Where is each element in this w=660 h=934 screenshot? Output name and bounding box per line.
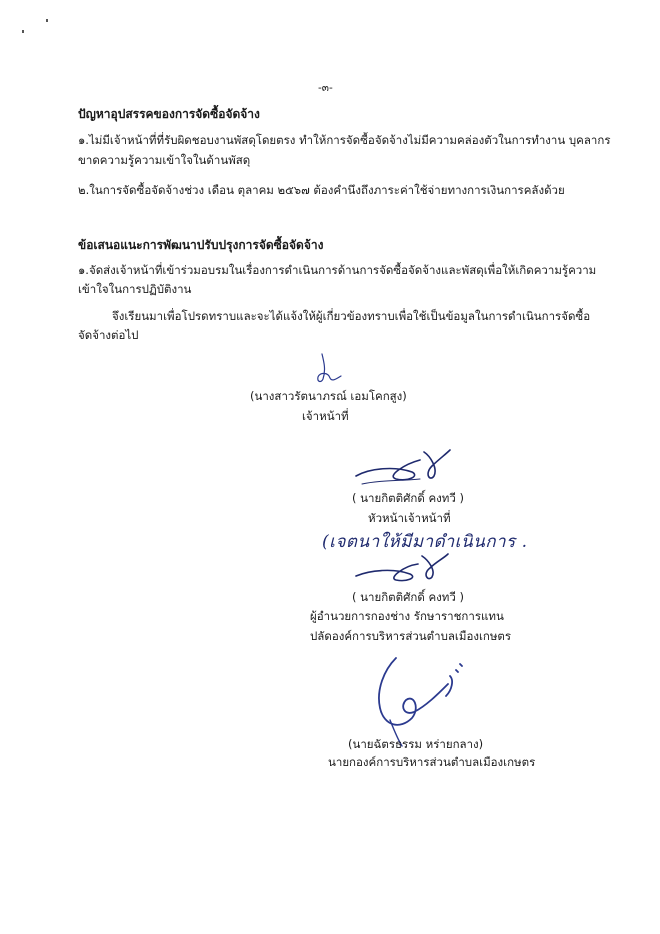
officer-position: เจ้าหน้าที่ (302, 409, 349, 423)
handwritten-note: (เจตนาให้มีมาดำเนินการ . (322, 532, 528, 552)
scan-speck (22, 30, 24, 33)
director-position-line-2: ปลัดองค์การบริหารส่วนตำบลเมืองเกษตร (310, 629, 512, 643)
director-name: ( นายกิตติศักดิ์ คงทวี ) (352, 590, 464, 604)
director-position-line-1: ผู้อำนวยการกองช่าง รักษาราชการแทน (310, 609, 504, 623)
mayor-position: นายกองค์การบริหารส่วนตำบลเมืองเกษตร (328, 755, 536, 769)
officer-name: (นางสาวรัตนาภรณ์ เอมโคกสูง) (250, 389, 407, 403)
officer-signature (308, 352, 348, 386)
problem-item-1-line-2: ขาดความรู้ความเข้าใจในด้านพัสดุ (78, 153, 251, 167)
head-officer-signature (350, 446, 460, 488)
section-heading-recommendations: ข้อเสนอแนะการพัฒนาปรับปรุงการจัดซื้อจัดจ้าง (78, 238, 324, 252)
mayor-signature (360, 650, 470, 750)
scan-speck (46, 19, 48, 22)
problem-item-1-line-1: ๑.ไม่มีเจ้าหน้าที่ที่รับผิดชอบงานพัสดุโดยตรง ทำให้การจัดซื้อจัดจ้างไม่มีความคล่องตัวในการทำงาน บุคลากร (78, 133, 611, 147)
head-officer-name: ( นายกิตติศักดิ์ คงทวี ) (352, 491, 464, 505)
problem-item-2: ๒.ในการจัดซื้อจัดจ้างช่วง เดือน ตุลาคม ๒๕๖๗ ต้องคำนึงถึงภาระค่าใช้จ่ายทางการเงินการคลังด้วย (78, 183, 565, 197)
page-number: -๓- (318, 82, 333, 94)
closing-line-1: จึงเรียนมาเพื่อโปรดทราบและจะได้แจ้งให้ผู้เกี่ยวข้องทราบเพื่อใช้เป็นข้อมูลในการดำเนินการจัดซื้อ (112, 309, 591, 323)
head-officer-position: หัวหน้าเจ้าหน้าที่ (368, 511, 451, 525)
mayor-name: (นายฉัตรธรรม หร่ายกลาง) (348, 737, 484, 751)
recommendation-item-1-line-1: ๑.จัดส่งเจ้าหน้าที่เข้าร่วมอบรมในเรื่องการดำเนินการด้านการจัดซื้อจัดจ้างและพัสดุเพื่อให้เกิดความรู้ความ (78, 263, 597, 277)
section-heading-problems: ปัญหาอุปสรรคของการจัดซื้อจัดจ้าง (78, 107, 260, 121)
director-signature (350, 552, 460, 586)
closing-line-2: จัดจ้างต่อไป (78, 328, 139, 342)
recommendation-item-1-line-2: เข้าใจในการปฏิบัติงาน (78, 282, 192, 296)
